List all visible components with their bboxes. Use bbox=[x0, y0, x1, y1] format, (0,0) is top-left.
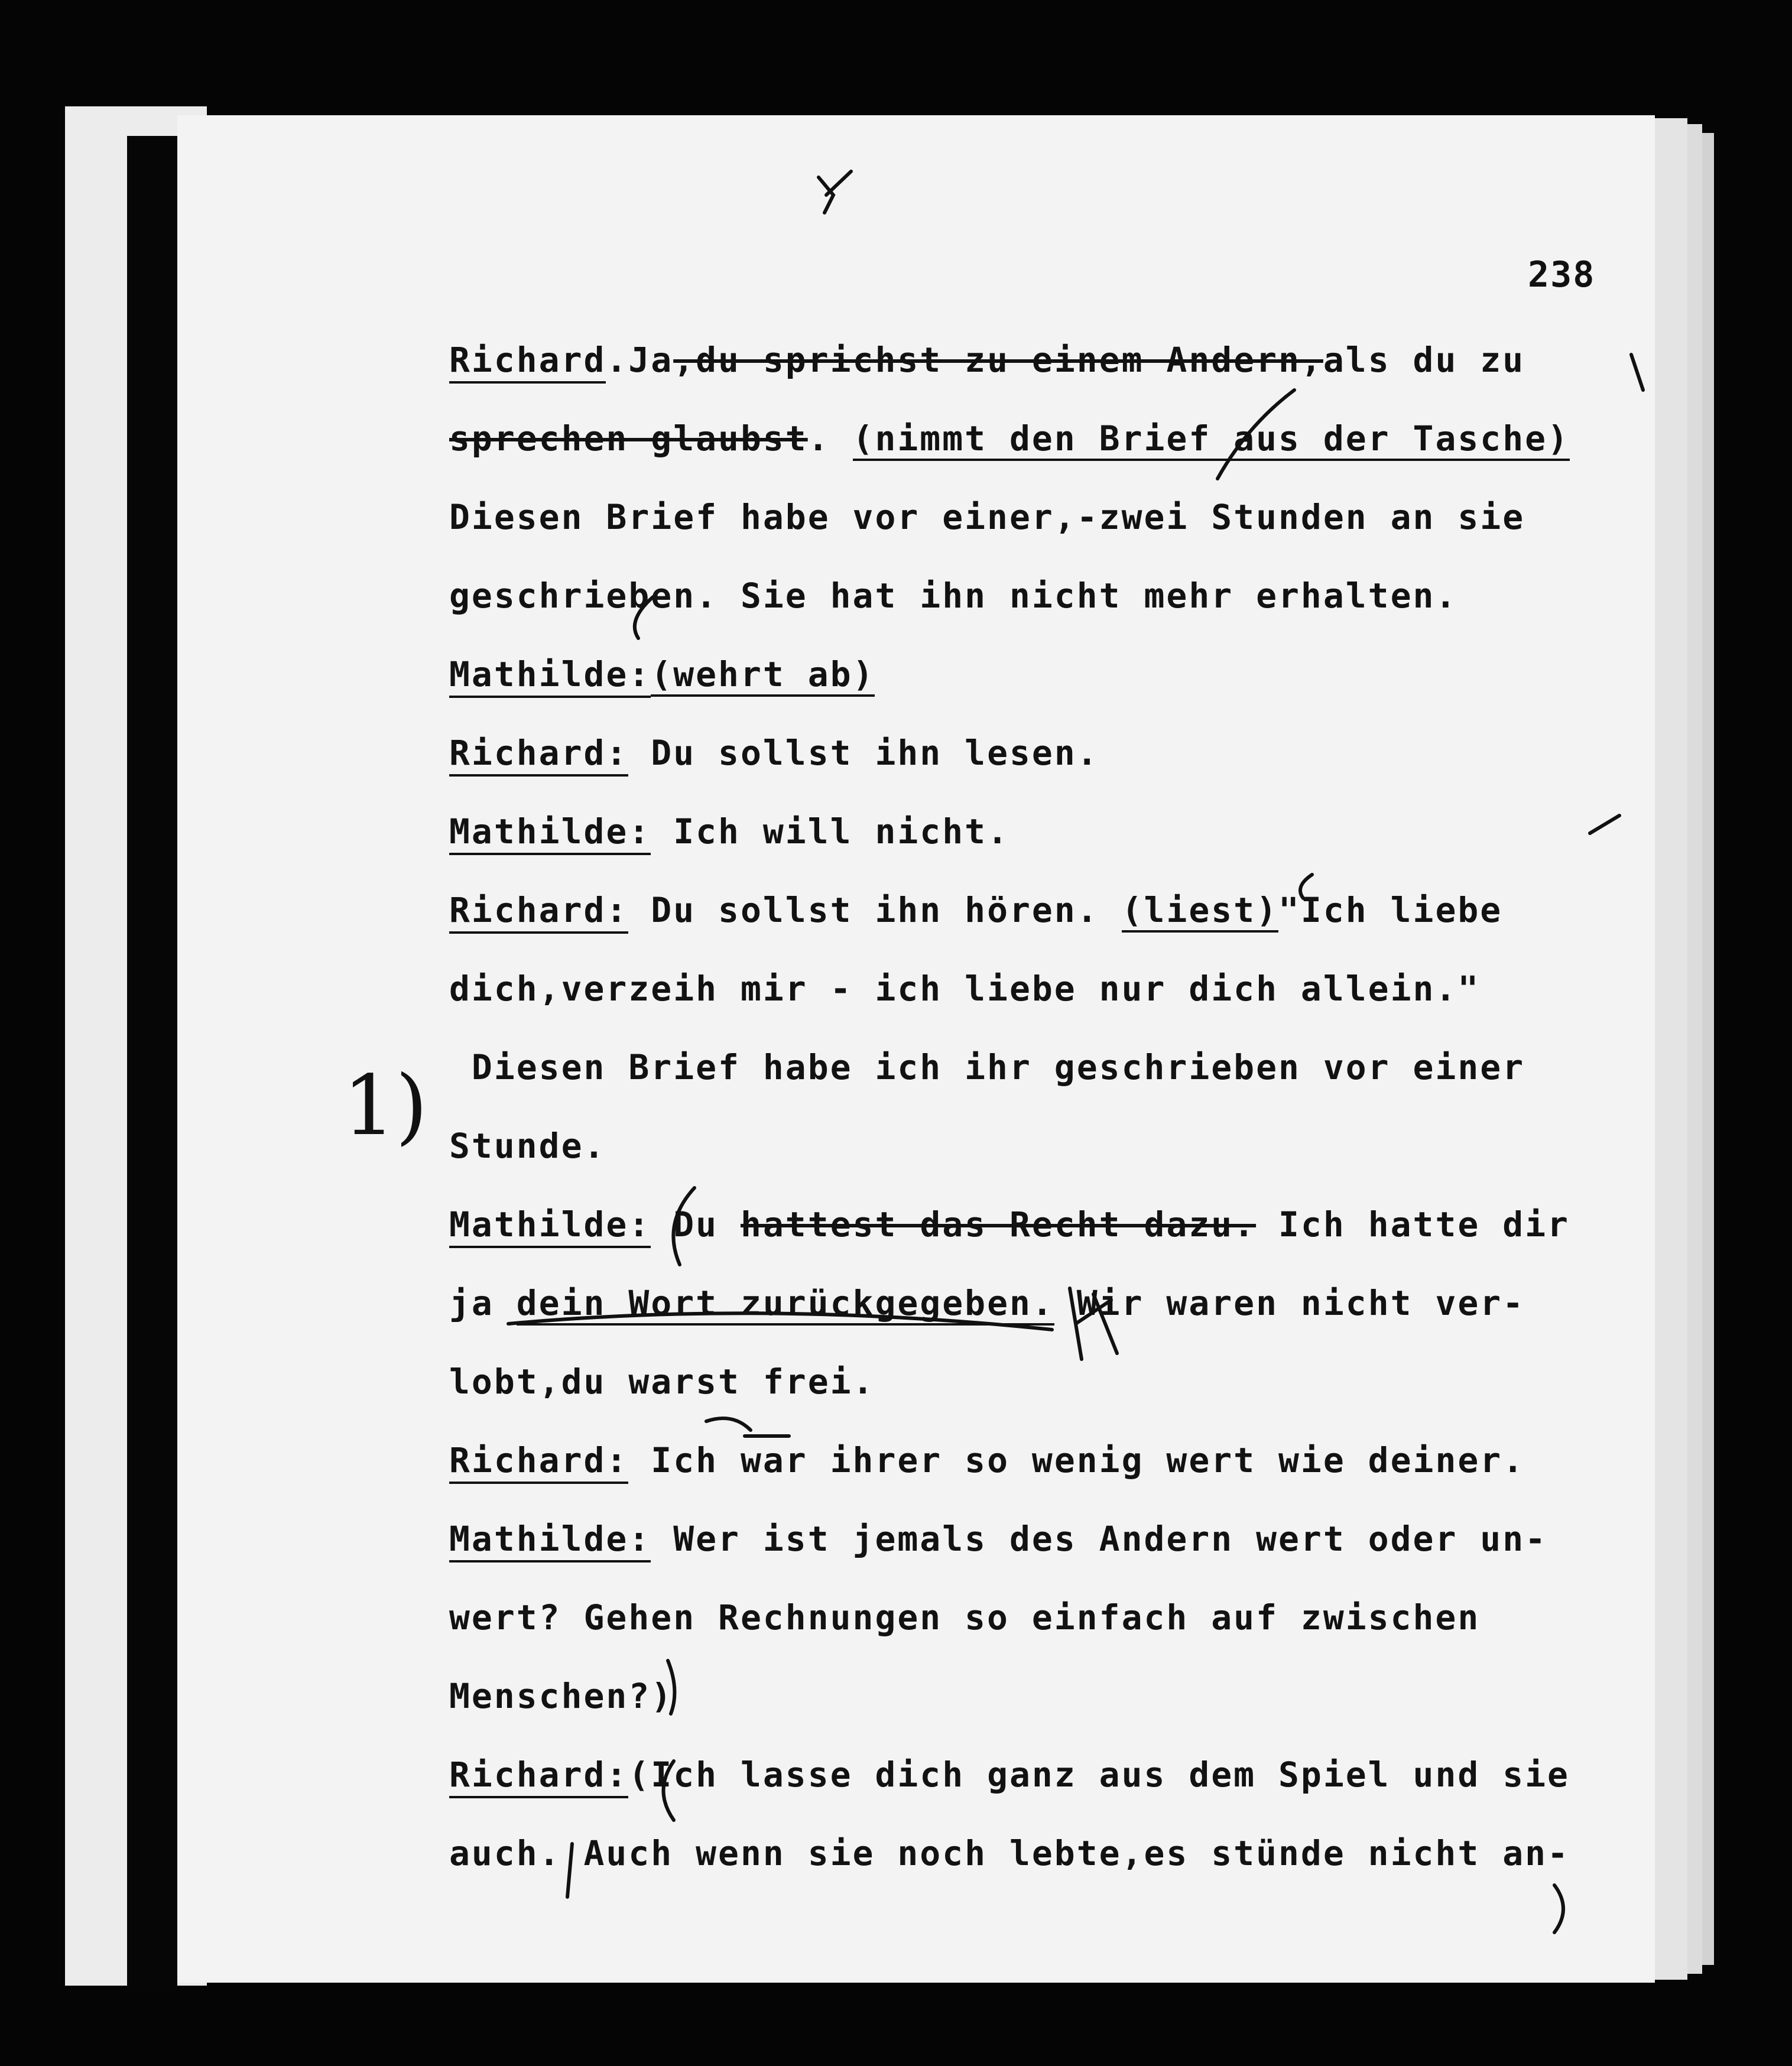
page-number: 238 bbox=[1528, 254, 1596, 295]
text-segment: (Ich lasse dich ganz aus dem Spiel und sie bbox=[628, 1755, 1570, 1795]
text-line bbox=[449, 1204, 1570, 1248]
text-line bbox=[449, 497, 1525, 537]
stage-direction: (wehrt ab) bbox=[651, 654, 875, 697]
text-segment: dich,verzeih mir - ich liebe nur dich allein." bbox=[449, 969, 1481, 1009]
text-segment: geschrieben. Sie hat ihn nicht mehr erhalten. bbox=[449, 576, 1458, 616]
text-line bbox=[449, 1833, 1570, 1873]
speaker-name: Mathilde: bbox=[449, 654, 651, 698]
text-line bbox=[449, 1597, 1480, 1638]
struck-text: sprechen glaubst bbox=[449, 418, 808, 459]
stage-direction: (liest) bbox=[1122, 890, 1278, 933]
stacked-sheet-edge-3 bbox=[1702, 133, 1714, 1965]
text-line bbox=[449, 1126, 606, 1166]
speaker-name: Richard: bbox=[449, 890, 628, 934]
margin-note: 1) bbox=[343, 1058, 428, 1154]
text-segment: . bbox=[807, 418, 853, 459]
stacked-sheet-edge-1 bbox=[1655, 118, 1687, 1980]
text-segment: Du sollst ihn lesen. bbox=[628, 733, 1099, 773]
text-line bbox=[449, 1283, 1525, 1326]
text-segment: Menschen?) bbox=[449, 1676, 674, 1716]
text-segment: .Ja bbox=[606, 340, 674, 380]
speaker-name: Richard: bbox=[449, 733, 628, 777]
text-segment: Ich war ihrer so wenig wert wie deiner. bbox=[628, 1440, 1525, 1480]
speaker-name: Mathilde: bbox=[449, 1204, 651, 1248]
text-segment: wert? Gehen Rechnungen so einfach auf zwischen bbox=[449, 1597, 1481, 1638]
struck-text: hattest das Recht dazu. bbox=[740, 1204, 1257, 1245]
text-segment: Du bbox=[651, 1204, 741, 1245]
text-line bbox=[449, 576, 1457, 616]
stacked-sheet-edge-2 bbox=[1687, 124, 1702, 1974]
speaker-name: Mathilde: bbox=[449, 1519, 651, 1563]
speaker-name: Richard bbox=[449, 340, 606, 384]
text-segment: ja bbox=[449, 1283, 517, 1323]
text-line bbox=[449, 890, 1502, 934]
text-line bbox=[449, 1676, 673, 1716]
speaker-name: Richard: bbox=[449, 1440, 628, 1484]
text-segment: Diesen Brief habe vor einer,-zwei Stunden an sie bbox=[449, 497, 1525, 537]
text-segment: lobt,du warst frei. bbox=[449, 1362, 875, 1402]
text-line bbox=[449, 1047, 1525, 1087]
text-line bbox=[449, 340, 1525, 384]
struck-text: ,du sprichst zu einem Andern, bbox=[673, 340, 1323, 380]
text-segment: Stunde. bbox=[449, 1126, 606, 1166]
text-line bbox=[449, 733, 1099, 777]
text-segment: Ich will nicht. bbox=[651, 811, 1009, 852]
text-segment: Wir waren nicht ver- bbox=[1054, 1283, 1525, 1323]
text-line bbox=[449, 654, 875, 698]
text-segment: als du zu bbox=[1323, 340, 1525, 380]
text-segment: auch. Auch wenn sie noch lebte,es stünde nicht an- bbox=[449, 1833, 1570, 1873]
stage-direction: (nimmt den Brief aus der Tasche) bbox=[853, 418, 1570, 461]
text-line bbox=[449, 1519, 1547, 1563]
text-segment: Ich hatte dir bbox=[1256, 1204, 1570, 1245]
text-line bbox=[449, 1440, 1525, 1484]
text-segment: Du sollst ihn hören. bbox=[628, 890, 1122, 930]
text-line bbox=[449, 1362, 875, 1402]
text-segment: Diesen Brief habe ich ihr geschrieben vor einer bbox=[449, 1047, 1525, 1087]
speaker-name: Mathilde: bbox=[449, 811, 651, 855]
stage-direction: dein Wort zurückgegeben. bbox=[517, 1283, 1054, 1326]
text-line bbox=[449, 811, 1009, 855]
text-line bbox=[449, 969, 1480, 1009]
text-segment: "Ich liebe bbox=[1278, 890, 1503, 930]
binding-bar bbox=[127, 136, 177, 1992]
speaker-name: Richard: bbox=[449, 1755, 628, 1798]
text-line bbox=[449, 1755, 1570, 1798]
text-line bbox=[449, 418, 1570, 461]
text-segment: Wer ist jemals des Andern wert oder un- bbox=[651, 1519, 1548, 1559]
